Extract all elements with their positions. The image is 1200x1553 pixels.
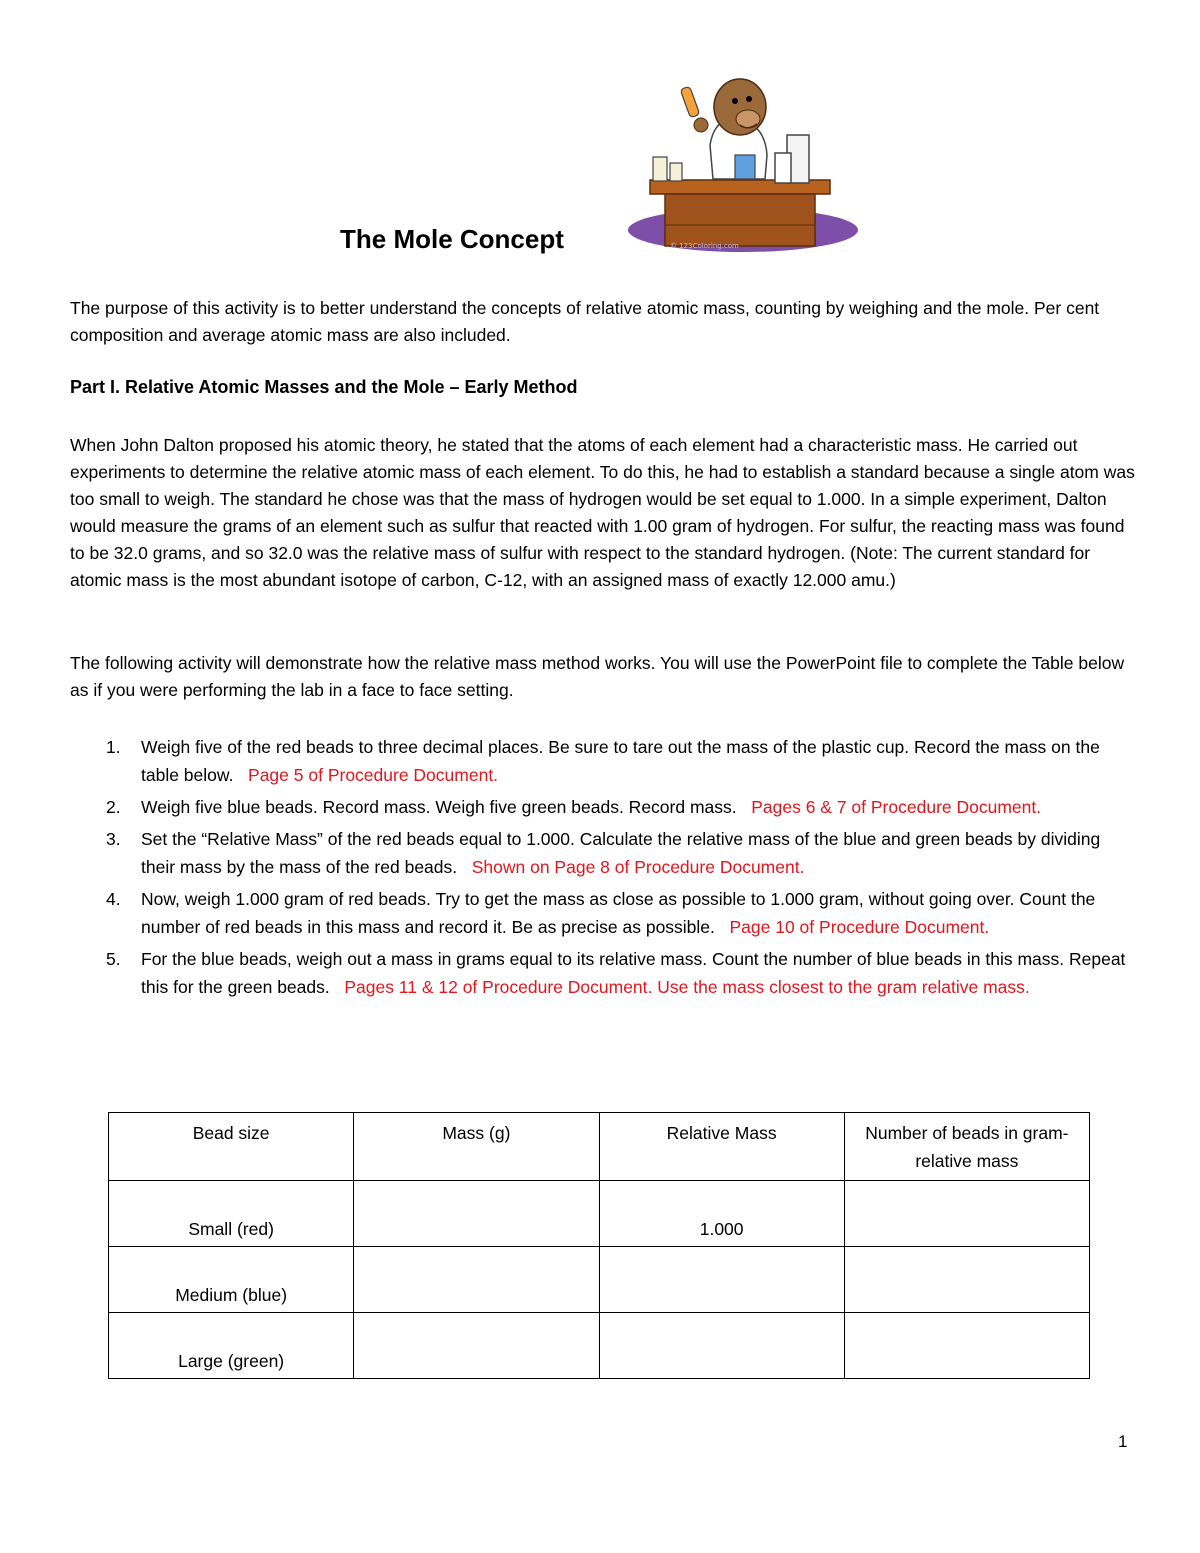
- cell-relative-mass[interactable]: 1.000: [599, 1181, 844, 1247]
- step-text: Now, weigh 1.000 gram of red beads. Try to get the mass as close as possible to 1.000 gram, without going over. Count the number of red beads in this mass and record it. Be as precise as possible.: [141, 889, 1096, 937]
- cell-relative-mass[interactable]: [599, 1247, 844, 1313]
- step-item: [100, 793, 1135, 821]
- step-item: [100, 945, 1135, 1001]
- part1-heading: Part I. Relative Atomic Masses and the Mole – Early Method: [70, 377, 578, 397]
- test-tube-rack: [653, 157, 667, 181]
- bead-data-table: [108, 1112, 1090, 1379]
- step-text: Weigh five blue beads. Record mass. Weigh five green beads. Record mass.: [141, 797, 737, 817]
- page-number: 1: [1118, 1432, 1128, 1451]
- procedure-steps: [100, 733, 1135, 1005]
- table-row: [109, 1181, 1090, 1247]
- cell-mass[interactable]: [354, 1181, 599, 1247]
- dalton-paragraph: When John Dalton proposed his atomic theory, he stated that the atoms of each element had a characteristic mass. He carried out experiments to determine the relative atomic mass of each element. To do this, he had to establish a standard because a single atom was too small to weigh. The standard he chose was that the mass of hydrogen would be set equal to 1.000. In a simple experiment, Dalton would measure the grams of an element such as sulfur that reacted with 1.00 gram of hydrogen. For sulfur, the reacting mass was found to be 32.0 grams, and so 32.0 was the relative mass of sulfur with respect to the standard hydrogen. (Note: The current standard for atomic mass is the most abundant isotope of carbon, C-12, with an assigned mass of exactly 12.000 amu.): [70, 435, 1135, 590]
- step-number: 2.: [106, 797, 121, 817]
- step-number: 1.: [106, 737, 121, 757]
- header-number-of-beads: Number of beads in gram-relative mass: [844, 1113, 1089, 1181]
- cell-bead-size: Large (green): [109, 1313, 354, 1379]
- step-number: 3.: [106, 829, 121, 849]
- cell-bead-size: Medium (blue): [109, 1247, 354, 1313]
- step-text: Set the “Relative Mass” of the red beads equal to 1.000. Calculate the relative mass of the blue and green beads by dividing their mass by the mass of the red beads.: [141, 829, 1101, 877]
- step-number: 4.: [106, 889, 121, 909]
- clipart-watermark: © 123Coloring.com: [670, 242, 739, 250]
- step-note: Page 10 of Procedure Document.: [729, 917, 990, 937]
- cell-number-of-beads[interactable]: [844, 1247, 1089, 1313]
- cell-bead-size: Small (red): [109, 1181, 354, 1247]
- table-header-row: [109, 1113, 1090, 1181]
- table-row: [109, 1313, 1090, 1379]
- page-title: The Mole Concept: [340, 224, 564, 254]
- intro-paragraph: The purpose of this activity is to better understand the concepts of relative atomic mass, counting by weighing and the mole. Per cent composition and average atomic mass are also included.: [70, 298, 1100, 345]
- activity-paragraph: The following activity will demonstrate how the relative mass method works. You will use the PowerPoint file to complete the Table below as if you were performing the lab in a face to face setting.: [70, 653, 1125, 700]
- step-text: For the blue beads, weigh out a mass in grams equal to its relative mass. Count the number of blue beads in this mass. Repeat this for the green beads.: [141, 949, 1126, 997]
- step-item: [100, 825, 1135, 881]
- step-note: Page 5 of Procedure Document.: [248, 765, 499, 785]
- mole-head: [714, 79, 766, 135]
- step-note: Pages 11 & 12 of Procedure Document. Use the mass closest to the gram relative mass.: [344, 977, 1030, 997]
- cell-mass[interactable]: [354, 1247, 599, 1313]
- header-mass: Mass (g): [354, 1113, 599, 1181]
- step-item: [100, 885, 1135, 941]
- desk-body: [665, 194, 815, 246]
- header-relative-mass: Relative Mass: [599, 1113, 844, 1181]
- mole-scientist-clipart: [615, 75, 865, 260]
- beaker-blue: [735, 155, 755, 179]
- cell-relative-mass[interactable]: [599, 1313, 844, 1379]
- cell-mass[interactable]: [354, 1313, 599, 1379]
- step-text: Weigh five of the red beads to three decimal places. Be sure to tare out the mass of the plastic cup. Record the mass on the table below.: [141, 737, 1100, 785]
- step-note: Shown on Page 8 of Procedure Document.: [471, 857, 805, 877]
- step-item: [100, 733, 1135, 789]
- cell-number-of-beads[interactable]: [844, 1181, 1089, 1247]
- step-note: Pages 6 & 7 of Procedure Document.: [751, 797, 1042, 817]
- test-tube-held: [680, 86, 700, 118]
- header-bead-size: Bead size: [109, 1113, 354, 1181]
- cell-number-of-beads[interactable]: [844, 1313, 1089, 1379]
- table-row: [109, 1247, 1090, 1313]
- step-number: 5.: [106, 949, 121, 969]
